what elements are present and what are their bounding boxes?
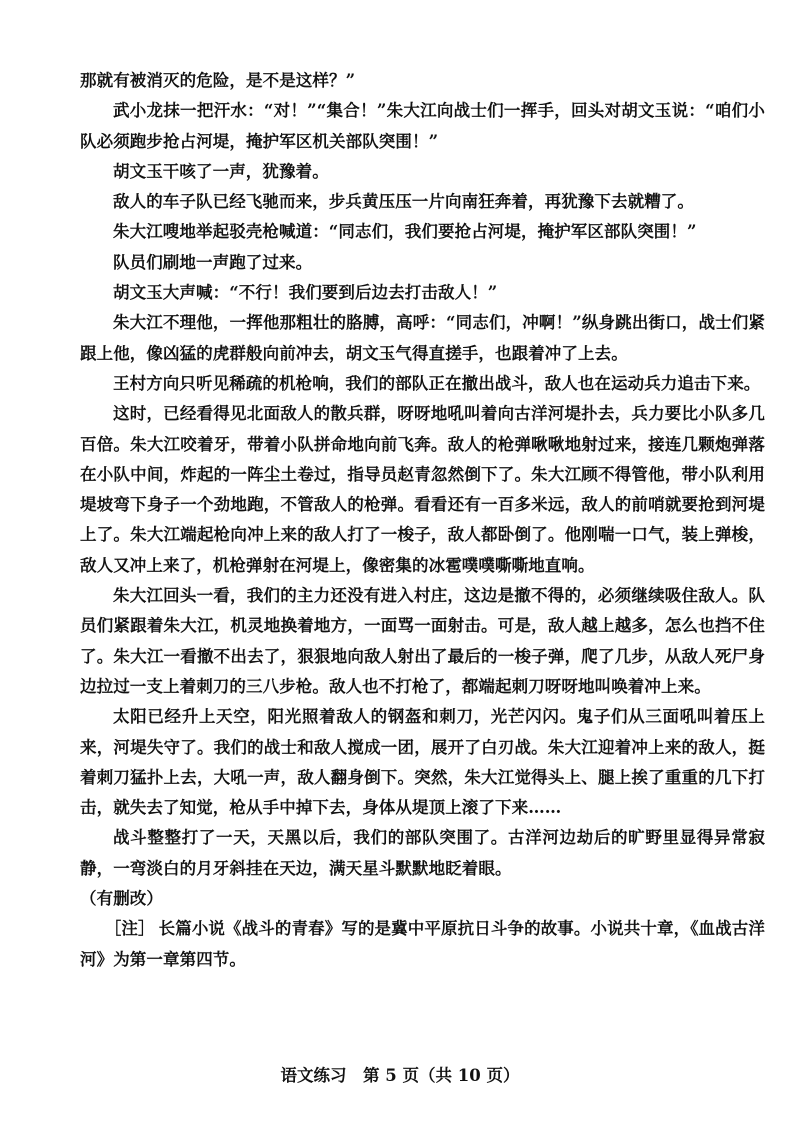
article-body xyxy=(80,66,765,975)
paragraph-5: 朱大江嗖地举起驳壳枪喊道：“同志们，我们要抢占河堤，掩护军区部队突围！” xyxy=(113,222,697,242)
paragraph-12: 太阳已经升上天空，阳光照着敌人的钢盔和刺刀，光芒闪闪。鬼子们从三面吼叫着压上来，河堤失守了。我们的战士和敌人搅成一团，展开了白刃战。朱大江迎着冲上来的敌人，挺着刺刀猛扑上去，大吼一声，敌人翻身倒下。突然，朱大江觉得头上、腿上挨了重重的几下打击，就失去了知觉，枪从手中掉下去，身体从堤顶上滚了下来…… xyxy=(80,707,765,818)
footnote-tag: ［注］ xyxy=(104,919,155,939)
paragraph-1: 那就有被消灭的危险，是不是这样？” xyxy=(80,71,356,90)
paragraph-6: 队员们刷地一声跑了过来。 xyxy=(113,252,313,272)
footnote-text: 长篇小说《战斗的青春》写的是冀中平原抗日斗争的故事。小说共十章，《血战古洋河》为第一章第四节。 xyxy=(80,919,765,969)
page-footer: 语文练习 第 5 页（共 10 页） xyxy=(280,1066,520,1085)
paragraph-11: 朱大江回头一看，我们的主力还没有进入村庄，这边是撤不得的，必须继续吸住敌人。队员们紧跟着朱大江，机灵地换着地方，一面骂一面射击。可是，敌人越上越多，怎么也挡不住了。朱大江一看撤不出去了，狠狠地向敌人射出了最后的一梭子弹，爬了几步，从敌人死尸身边拉过一支上着刺刀的三八步枪。敌人也不打枪了，都端起刺刀呀呀地叫唤着冲上来。 xyxy=(80,586,765,696)
paragraph-13: 战斗整整打了一天，天黑以后，我们的部队突围了。古洋河边劫后的旷野里显得异常寂静，一弯淡白的月牙斜挂在天边，满天星斗默默地眨着眼。 xyxy=(80,828,765,878)
paragraph-4: 敌人的车子队已经飞驰而来，步兵黄压压一片向南狂奔着，再犹豫下去就糟了。 xyxy=(113,192,694,212)
paragraph-3: 胡文玉干咳了一声，犹豫着。 xyxy=(113,161,329,181)
paragraph-8: 朱大江不理他，一挥他那粗壮的胳膊，高呼：“同志们，冲啊！”纵身跳出街口，战士们紧跟上他，像凶猛的虎群般向前冲去，胡文玉气得直搓手，也跟着冲了上去。 xyxy=(80,313,765,363)
footnote xyxy=(80,914,765,975)
paragraph-7: 胡文玉大声喊：“不行！我们要到后边去打击敌人！” xyxy=(113,283,498,303)
paragraph-10: 这时，已经看得见北面敌人的散兵群，呀呀地吼叫着向古洋河堤扑去，兵力要比小队多几百倍。朱大江咬着牙，带着小队拼命地向前飞奔。敌人的枪弹啾啾地射过来，接连几颗炮弹落在小队中间，炸起的一阵尘土卷过，指导员赵青忽然倒下了。朱大江顾不得管他，带小队利用堤坡弯下身子一个劲地跑，不管敌人的枪弹。看看还有一百多米远，敌人的前哨就要抢到河堤上了。朱大江端起枪向冲上来的敌人打了一梭子，敌人都卧倒了。他刚喘一口气，装上弹梭，敌人又冲上来了，机枪弹射在河堤上，像密集的冰雹噗噗嘶嘶地直响。 xyxy=(80,404,765,575)
paragraph-9: 王村方向只听见稀疏的机枪响，我们的部队正在撤出战斗，敌人也在运动兵力追击下来。 xyxy=(113,373,761,393)
source-credit: （有删改） xyxy=(80,889,163,909)
paragraph-2: 武小龙抹一把汗水：“对！”“集合！”朱大江向战士们一挥手，回头对胡文玉说：“咱们小队必须跑步抢占河堤，掩护军区机关部队突围！” xyxy=(80,101,765,151)
